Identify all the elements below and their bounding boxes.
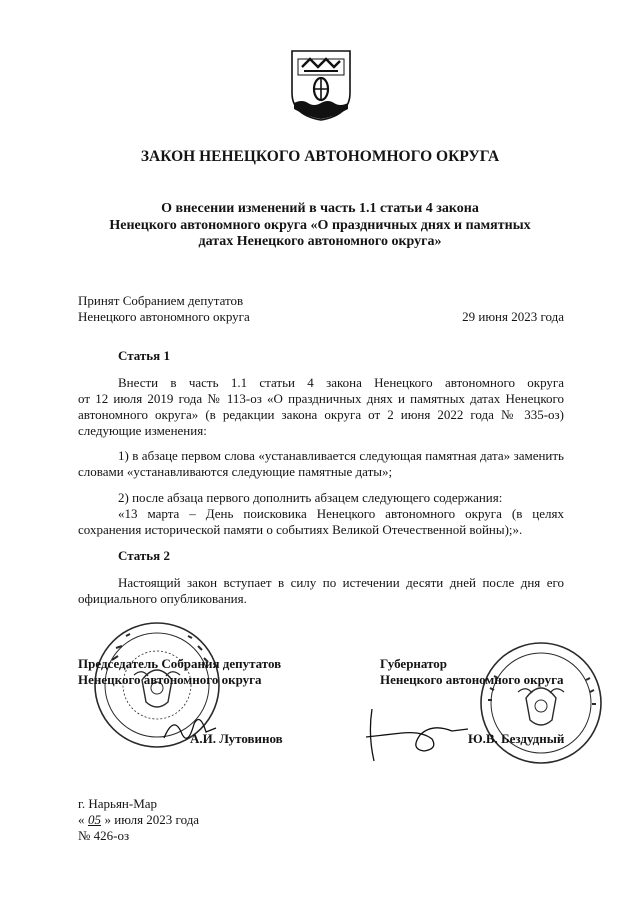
left-handwritten-signature <box>160 708 220 748</box>
article-2-heading: Статья 2 <box>118 548 170 563</box>
signature-icon <box>160 708 220 748</box>
coat-of-arms-icon <box>290 45 352 121</box>
law-title: ЗАКОН НЕНЕЦКОГО АВТОНОМНОГО ОКРУГА <box>140 148 500 165</box>
coat-of-arms-emblem <box>290 45 352 121</box>
item-1-line: 1) в абзаце первом слова «устанавливается следующая памятная дата» заменить <box>118 448 564 463</box>
adoption-line-2: Ненецкого автономного округа <box>78 309 250 324</box>
item-2-intro: 2) после абзаца первого дополнить абзацем следующего содержания: <box>118 490 503 505</box>
article-1-para-line: Внести в часть 1.1 статьи 4 закона Ненецкого автономного округа <box>118 375 564 390</box>
left-signatory-name: А.И. Лутовинов <box>190 731 283 746</box>
issue-date-suffix: » июля 2023 года <box>104 812 200 827</box>
right-handwritten-signature <box>362 705 472 767</box>
issue-date-prefix: « <box>78 812 85 827</box>
item-2-quote-line: «13 марта – День поисковика Ненецкого автономного округа (в целях <box>118 506 564 521</box>
law-subtitle <box>60 201 580 251</box>
adoption-date: 29 июня 2023 года <box>462 309 564 324</box>
right-signatory-title-1: Губернатор <box>380 656 448 671</box>
subtitle-line: О внесении изменений в часть 1.1 статьи 4 закона <box>161 201 479 216</box>
issue-date-day: 05 <box>88 812 101 827</box>
seal-icon <box>478 640 604 766</box>
issue-city: г. Нарьян-Мар <box>78 796 158 811</box>
item-1-line: словами «устанавливаются следующие памятные даты»; <box>78 464 393 479</box>
issue-date <box>78 812 199 828</box>
left-signatory-title-1: Председатель Собрания депутатов <box>78 656 282 671</box>
item-2-quote-line: сохранения исторической памяти о событиях Великой Отечественной войны);». <box>78 522 523 537</box>
article-1-para-line: автономного округа» (в редакции закона округа от 2 июня 2022 года № 335-оз) <box>78 407 564 422</box>
law-number: № 426-оз <box>78 828 130 843</box>
article-1-para-line: от 12 июля 2019 года № 113-оз «О праздничных днях и памятных датах Ненецкого <box>78 391 564 406</box>
article-1-para-line: следующие изменения: <box>78 423 207 438</box>
article-2-para-line: Настоящий закон вступает в силу по истечении десяти дней после дня его <box>118 575 564 590</box>
right-signatory-title-2: Ненецкого автономного округа <box>380 672 564 687</box>
subtitle-line: датах Ненецкого автономного округа» <box>198 234 442 249</box>
left-signatory-title-2: Ненецкого автономного округа <box>78 672 262 687</box>
subtitle-line: Ненецкого автономного округа «О праздничных днях и памятных <box>109 217 531 233</box>
adoption-line-1: Принят Собранием депутатов <box>78 293 244 308</box>
right-signatory-name: Ю.В. Бездудный <box>468 731 565 746</box>
signature-icon <box>362 705 472 767</box>
governor-seal-stamp <box>478 640 604 766</box>
article-1-heading: Статья 1 <box>118 348 170 363</box>
article-2-para-line: официального опубликования. <box>78 591 247 606</box>
